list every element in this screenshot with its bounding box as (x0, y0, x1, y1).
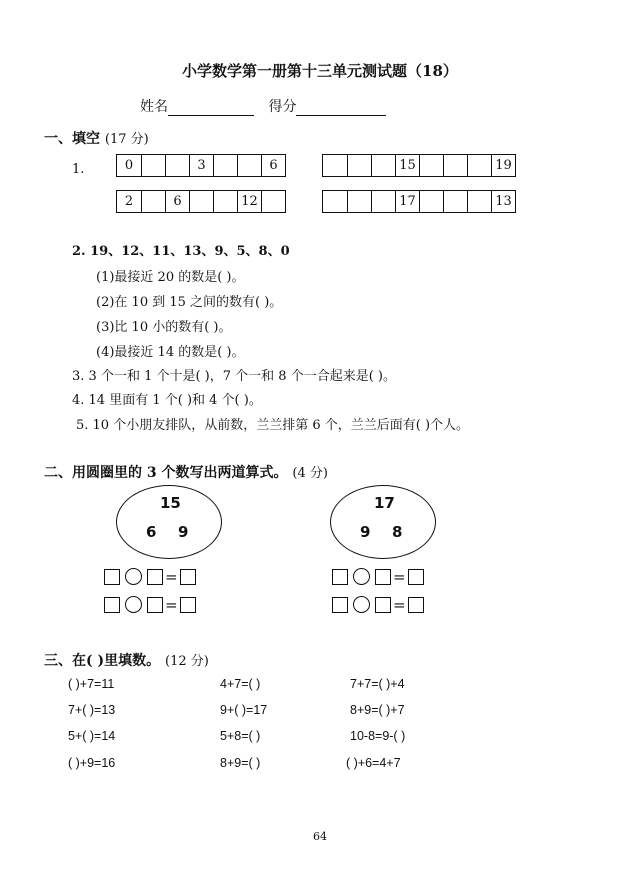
q2-item-3: (3)比 10 小的数有( )。 (96, 320, 232, 335)
operator-circle[interactable] (125, 568, 142, 585)
circle1-left-number: 6 (146, 523, 157, 541)
equals-sign: = (165, 567, 178, 586)
equation-row (332, 596, 424, 613)
answer-box[interactable] (375, 569, 391, 585)
fill-blank-item: 10-8=9-( ) (350, 729, 406, 743)
q2-item-1: (1)最接近 20 的数是( )。 (96, 270, 245, 285)
strip-cell[interactable] (261, 191, 285, 212)
strip-cell[interactable] (141, 191, 165, 212)
q4-text: 4. 14 里面有 1 个( )和 4 个( )。 (72, 393, 262, 408)
fill-blank-item: 7+7=( )+4 (350, 677, 405, 691)
answer-box[interactable] (104, 569, 120, 585)
strip-cell[interactable] (213, 191, 237, 212)
q2-item-4: (4)最接近 14 的数是( )。 (96, 345, 245, 360)
strip-cell[interactable] (189, 191, 213, 212)
strip-cell[interactable] (347, 191, 371, 212)
number-strip-2 (322, 154, 516, 177)
operator-circle[interactable] (353, 596, 370, 613)
strip-cell[interactable] (323, 191, 347, 212)
strip-cell[interactable] (323, 155, 347, 176)
strip-cell[interactable] (443, 191, 467, 212)
strip-cell[interactable] (467, 191, 491, 212)
answer-box[interactable] (408, 569, 424, 585)
answer-box[interactable] (180, 569, 196, 585)
strip-cell[interactable] (467, 155, 491, 176)
equals-sign: = (393, 567, 406, 586)
strip-cell[interactable] (371, 191, 395, 212)
strip-cell[interactable]: 17 (395, 191, 419, 212)
fill-blank-item: 8+9=( )+7 (350, 703, 405, 717)
strip-cell[interactable]: 12 (237, 191, 261, 212)
fill-blank-item: 4+7=( ) (220, 677, 261, 691)
answer-box[interactable] (180, 597, 196, 613)
answer-box[interactable] (147, 569, 163, 585)
strip-cell[interactable] (213, 155, 237, 176)
circle1-right-number: 9 (178, 523, 189, 541)
circle2-right-number: 8 (392, 523, 403, 541)
answer-box[interactable] (332, 597, 348, 613)
circle2-top-number: 17 (374, 494, 395, 512)
answer-box[interactable] (375, 597, 391, 613)
name-label: 姓名 (140, 99, 168, 115)
strip-cell[interactable]: 15 (395, 155, 419, 176)
fill-blank-item: 7+( )=13 (68, 703, 116, 717)
section3-heading: 三、在( )里填数。 (12 分) (44, 653, 209, 669)
section2-heading: 二、用圆圈里的 3 个数写出两道算式。 (4 分) (44, 465, 328, 481)
circle1-top-number: 15 (160, 494, 181, 512)
fill-blank-item: 9+( )=17 (220, 703, 268, 717)
strip-cell[interactable] (237, 155, 261, 176)
equation-row (104, 568, 196, 585)
operator-circle[interactable] (353, 568, 370, 585)
q1-number: 1. (72, 162, 85, 177)
strip-cell[interactable]: 6 (165, 191, 189, 212)
section1-heading: 一、填空 (17 分) (44, 131, 149, 147)
q2-header: 2. 19、12、11、13、9、5、8、0 (72, 244, 290, 259)
strip-cell[interactable]: 19 (491, 155, 515, 176)
answer-box[interactable] (104, 597, 120, 613)
q5-text: 5. 10 个小朋友排队，从前数，兰兰排第 6 个，兰兰后面有( )个人。 (76, 418, 470, 433)
strip-cell[interactable] (347, 155, 371, 176)
answer-box[interactable] (408, 597, 424, 613)
equation-row (332, 568, 424, 585)
score-label: 得分 (268, 99, 297, 115)
answer-box[interactable] (147, 597, 163, 613)
fill-blank-item: ( )+7=11 (68, 677, 115, 691)
strip-cell[interactable]: 3 (189, 155, 213, 176)
number-strip-1 (116, 154, 286, 177)
strip-cell[interactable] (419, 191, 443, 212)
strip-cell[interactable] (419, 155, 443, 176)
q3-text: 3. 3 个一和 1 个十是( )，7 个一和 8 个一合起来是( )。 (72, 369, 396, 384)
strip-cell[interactable]: 0 (124, 158, 134, 173)
strip-cell[interactable] (165, 155, 189, 176)
strip-cell[interactable] (371, 155, 395, 176)
equation-row (104, 596, 196, 613)
name-score-line (140, 96, 386, 116)
circle2-left-number: 9 (360, 523, 371, 541)
strip-cell[interactable] (443, 155, 467, 176)
fill-blank-item: 5+( )=14 (68, 729, 116, 743)
fill-blank-item: ( )+6=4+7 (346, 756, 401, 770)
strip-cell[interactable]: 2 (124, 194, 134, 209)
equals-sign: = (393, 595, 406, 614)
fill-blank-item: 5+8=( ) (220, 729, 261, 743)
strip-cell[interactable]: 13 (491, 191, 515, 212)
page-number: 64 (313, 830, 327, 843)
answer-box[interactable] (332, 569, 348, 585)
q2-item-2: (2)在 10 到 15 之间的数有( )。 (96, 295, 283, 310)
score-field[interactable] (296, 101, 386, 116)
equals-sign: = (165, 595, 178, 614)
strip-cell[interactable]: 6 (261, 155, 285, 176)
page-title: 小学数学第一册第十三单元测试题（18） (182, 62, 458, 80)
fill-blank-item: 8+9=( ) (220, 756, 261, 770)
name-field[interactable] (168, 101, 254, 116)
fill-blank-item: ( )+9=16 (68, 756, 116, 770)
number-strip-3 (116, 190, 286, 213)
strip-cell[interactable] (141, 155, 165, 176)
operator-circle[interactable] (125, 596, 142, 613)
number-strip-4 (322, 190, 516, 213)
